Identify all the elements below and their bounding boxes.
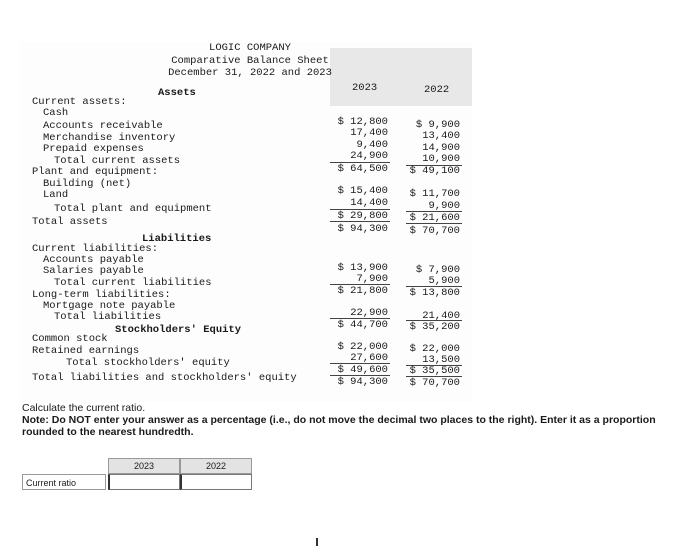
total-liab-equity-2023: $ 94,300 bbox=[337, 376, 388, 388]
accounts-payable-2022: $ 7,900 bbox=[415, 264, 460, 276]
merchandise-inventory-2022: 14,900 bbox=[422, 142, 460, 154]
accounts-receivable-label: Accounts receivable bbox=[43, 120, 163, 132]
building-2022: $ 11,700 bbox=[409, 188, 460, 200]
total-liabilities-label: Total liabilities bbox=[54, 311, 162, 323]
building-2023: $ 15,400 bbox=[337, 185, 388, 197]
common-stock-2023: $ 22,000 bbox=[337, 341, 388, 353]
total-equity-2022: $ 35,500 bbox=[409, 365, 460, 377]
prepaid-expenses-label: Prepaid expenses bbox=[43, 143, 144, 155]
accounts-payable-label: Accounts payable bbox=[43, 254, 144, 266]
total-plant-2022: $ 21,600 bbox=[409, 212, 460, 224]
answer-row-label: Current ratio bbox=[22, 474, 106, 490]
total-assets-2023: $ 94,300 bbox=[337, 223, 388, 235]
total-current-assets-2022: $ 49,100 bbox=[409, 165, 460, 177]
total-current-liabilities-label: Total current liabilities bbox=[54, 277, 212, 289]
assets-heading: Assets bbox=[158, 87, 196, 99]
total-plant-2023: $ 29,800 bbox=[337, 210, 388, 222]
land-2023: 14,400 bbox=[350, 197, 388, 209]
total-current-assets-2023: $ 64,500 bbox=[337, 163, 388, 175]
question-note-line2: rounded to the nearest hundredth. bbox=[22, 426, 194, 438]
total-assets-label: Total assets bbox=[32, 216, 108, 228]
statement-date: December 31, 2022 and 2023 bbox=[168, 67, 332, 79]
total-plant-label: Total plant and equipment bbox=[54, 203, 212, 215]
question-note-line1: Note: Do NOT enter your answer as a percentage (i.e., do not move the decimal two places to the right). Enter it as a proportion bbox=[22, 414, 656, 426]
mortgage-note-2023: 22,900 bbox=[350, 307, 388, 319]
column-2022-header: 2022 bbox=[424, 84, 450, 96]
cash-2023: $ 12,800 bbox=[337, 116, 388, 128]
current-ratio-2022-input[interactable] bbox=[180, 474, 252, 490]
year-header-band bbox=[330, 48, 472, 106]
current-ratio-2023-input[interactable] bbox=[108, 474, 180, 490]
answer-col-2022: 2022 bbox=[180, 458, 252, 474]
accounts-receivable-2023: 17,400 bbox=[350, 127, 388, 139]
current-liabilities-label: Current liabilities: bbox=[32, 243, 159, 255]
current-assets-label: Current assets: bbox=[32, 96, 127, 108]
question-prompt: Calculate the current ratio. bbox=[22, 402, 146, 414]
total-current-liabilities-2022: $ 13,800 bbox=[409, 287, 460, 299]
common-stock-label: Common stock bbox=[32, 333, 108, 345]
retained-earnings-label: Retained earnings bbox=[32, 345, 140, 357]
merchandise-inventory-label: Merchandise inventory bbox=[43, 132, 176, 144]
total-equity-label: Total stockholders' equity bbox=[66, 357, 230, 369]
column-2023-header: 2023 bbox=[352, 82, 378, 94]
total-current-assets-label: Total current assets bbox=[54, 155, 181, 167]
building-label: Building (net) bbox=[43, 178, 132, 190]
land-label: Land bbox=[43, 189, 69, 201]
prepaid-expenses-2022: 10,900 bbox=[422, 153, 460, 165]
long-term-liabilities-label: Long-term liabilities: bbox=[32, 289, 171, 301]
accounts-receivable-2022: 13,400 bbox=[422, 130, 460, 142]
total-liabilities-2023: $ 44,700 bbox=[337, 319, 388, 331]
retained-earnings-2022: 13,500 bbox=[422, 354, 460, 366]
total-liab-equity-label: Total liabilities and stockholders' equity bbox=[32, 372, 297, 384]
total-liab-equity-2022: $ 70,700 bbox=[409, 377, 460, 389]
mortgage-note-label: Mortgage note payable bbox=[43, 300, 176, 312]
company-name: LOGIC COMPANY bbox=[209, 42, 291, 54]
cash-label: Cash bbox=[43, 107, 69, 119]
cash-2022: $ 9,900 bbox=[415, 119, 460, 131]
common-stock-2022: $ 22,000 bbox=[409, 343, 460, 355]
equity-heading: Stockholders' Equity bbox=[115, 324, 242, 336]
total-current-liabilities-2023: $ 21,800 bbox=[337, 285, 388, 297]
total-equity-2023: $ 49,600 bbox=[337, 364, 388, 376]
salaries-payable-label: Salaries payable bbox=[43, 265, 144, 277]
liabilities-heading: Liabilities bbox=[142, 233, 212, 245]
divider bbox=[316, 538, 318, 546]
answer-col-2023: 2023 bbox=[108, 458, 180, 474]
total-liabilities-2022: $ 35,200 bbox=[409, 321, 460, 333]
salaries-payable-2023: 7,900 bbox=[356, 273, 388, 285]
retained-earnings-2023: 27,600 bbox=[350, 352, 388, 364]
land-2022: 9,900 bbox=[428, 200, 460, 212]
rule bbox=[406, 223, 462, 224]
total-assets-2022: $ 70,700 bbox=[409, 225, 460, 237]
merchandise-inventory-2023: 9,400 bbox=[356, 139, 388, 151]
salaries-payable-2022: 5,900 bbox=[428, 275, 460, 287]
mortgage-note-2022: 21,400 bbox=[422, 310, 460, 322]
accounts-payable-2023: $ 13,900 bbox=[337, 262, 388, 274]
statement-title: Comparative Balance Sheet bbox=[171, 55, 329, 67]
prepaid-expenses-2023: 24,900 bbox=[350, 150, 388, 162]
plant-equipment-label: Plant and equipment: bbox=[32, 166, 159, 178]
rule bbox=[330, 221, 390, 222]
